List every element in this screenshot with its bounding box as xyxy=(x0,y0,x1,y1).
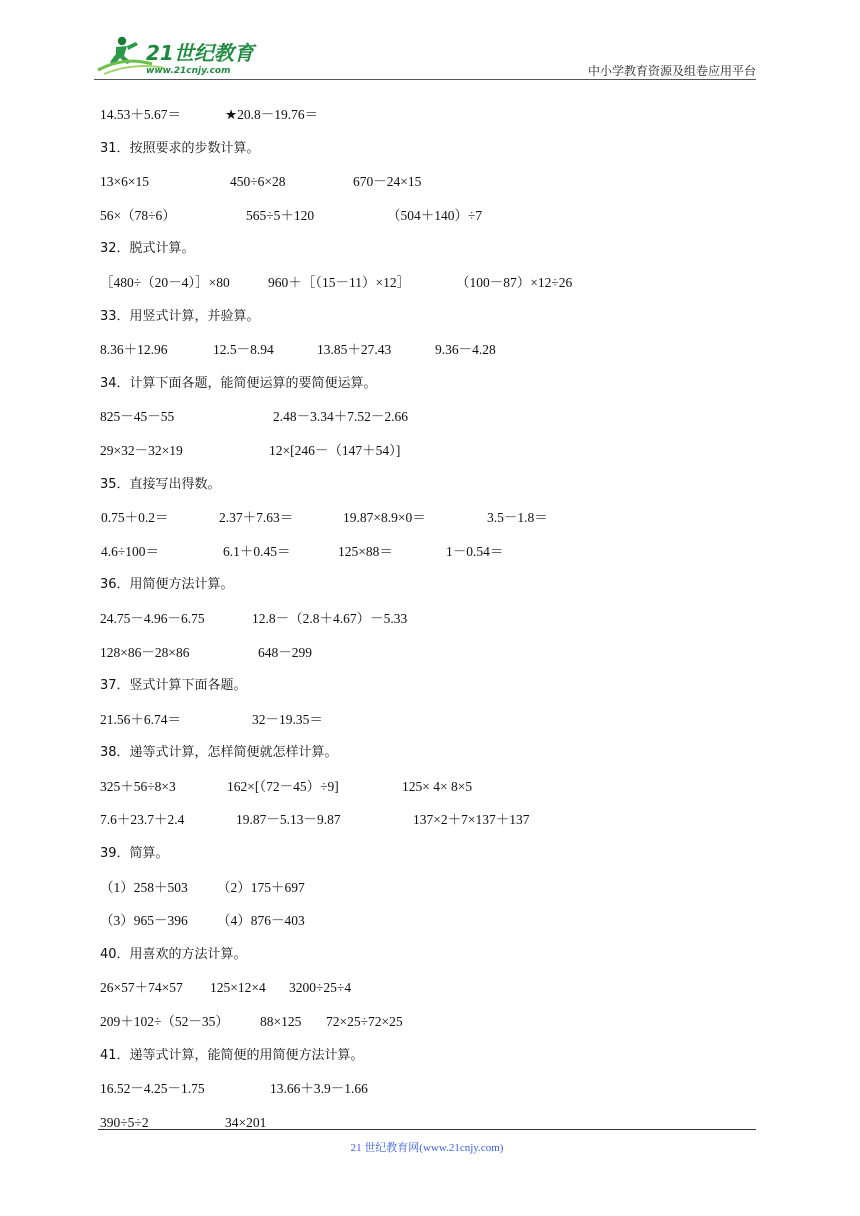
svg-text:21世纪教育: 21世纪教育 xyxy=(146,41,254,65)
expression: 19.87×8.9×0＝ xyxy=(343,510,426,526)
expression: 8.36＋12.96 xyxy=(100,342,168,358)
expression: 32－19.35＝ xyxy=(252,711,323,727)
expression: 125×12×4 xyxy=(210,980,266,996)
expression: 12×[246－（147＋54）] xyxy=(269,442,401,458)
expression: 0.75＋0.2＝ xyxy=(101,510,169,526)
expression: 125× 4× 8×5 xyxy=(402,778,473,794)
expression-row xyxy=(100,404,760,438)
expression: 450÷6×28 xyxy=(230,174,286,190)
expression-row xyxy=(100,270,760,304)
question-text: 38．递等式计算，怎样简便就怎样计算。 xyxy=(100,745,338,761)
expression-row xyxy=(100,640,760,674)
expression-row xyxy=(100,975,760,1009)
expression: 1－0.54＝ xyxy=(446,543,504,559)
footer-rule xyxy=(98,1129,756,1130)
expression: 960＋［（15－11）×12］ xyxy=(268,274,411,290)
question-text: 34．计算下面各题，能简便运算的要简便运算。 xyxy=(100,375,377,391)
expression: 2.48－3.34＋7.52－2.66 xyxy=(273,409,408,425)
question-heading xyxy=(100,136,760,170)
expression: 125×88＝ xyxy=(338,543,393,559)
question-heading xyxy=(100,841,760,875)
expression-row xyxy=(100,169,760,203)
expression-row xyxy=(100,337,760,371)
expression-row xyxy=(100,438,760,472)
expression-row xyxy=(100,606,760,640)
expression: 825－45－55 xyxy=(100,409,175,425)
expression: 16.52－4.25－1.75 xyxy=(100,1081,205,1097)
expression: 162×[（72－45）÷9] xyxy=(227,778,339,794)
expression: 648－299 xyxy=(258,644,312,660)
expression: 137×2＋7×137＋137 xyxy=(413,812,530,828)
expression: 29×32－32×19 xyxy=(100,442,183,458)
expression: 13.66＋3.9－1.66 xyxy=(270,1081,368,1097)
page-header xyxy=(94,34,756,80)
expression: 390÷5÷2 xyxy=(100,1114,149,1130)
expression: 24.75－4.96－6.75 xyxy=(100,610,205,626)
question-heading xyxy=(100,673,760,707)
expression: ★20.8－19.76＝ xyxy=(225,107,319,122)
expression: 12.5－8.94 xyxy=(213,342,274,358)
expression: 3200÷25÷4 xyxy=(289,980,352,996)
expression: 2.37＋7.63＝ xyxy=(219,510,294,526)
expression: 21.56＋6.74＝ xyxy=(100,711,181,727)
expression: 9.36－4.28 xyxy=(435,342,496,358)
expression: 34×201 xyxy=(225,1114,267,1130)
expression: 26×57＋74×57 xyxy=(100,980,183,996)
expression-row xyxy=(100,707,760,741)
expression: 19.87－5.13－9.87 xyxy=(236,812,341,828)
expression: 13.85＋27.43 xyxy=(317,342,392,358)
expression: 56×（78÷6） xyxy=(100,207,176,223)
question-text: 39．简算。 xyxy=(100,846,169,862)
site-logo xyxy=(94,34,264,78)
expression: 325＋56÷8×3 xyxy=(100,778,176,794)
question-text: 31．按照要求的步数计算。 xyxy=(100,140,260,156)
expression: （1）258＋503 xyxy=(100,879,188,895)
question-heading xyxy=(100,371,760,405)
question-heading xyxy=(100,1043,760,1077)
expression: 72×25÷72×25 xyxy=(326,1014,403,1030)
question-text: 41．递等式计算，能简便的用简便方法计算。 xyxy=(100,1047,364,1063)
expression-row xyxy=(100,539,760,573)
expression-row xyxy=(100,1076,760,1110)
question-text: 37．竖式计算下面各题。 xyxy=(100,678,247,694)
question-heading xyxy=(100,942,760,976)
expression: 209＋102÷（52－35） xyxy=(100,1014,229,1030)
expression: （100－87）×12÷26 xyxy=(456,274,573,290)
expression: ［480÷（20－4）］×80 xyxy=(100,274,230,290)
expression: （3）965－396 xyxy=(100,913,188,929)
header-rule xyxy=(94,79,756,80)
question-text: 33．用竖式计算，并验算。 xyxy=(100,308,260,324)
expression: 565÷5＋120 xyxy=(246,207,315,223)
expression-row xyxy=(100,807,760,841)
question-text: 36．用简便方法计算。 xyxy=(100,577,234,593)
expression-row xyxy=(100,505,760,539)
expression-row xyxy=(100,1009,760,1043)
page-footer xyxy=(98,1129,756,1155)
worksheet-content xyxy=(100,102,760,1143)
expression: （2）175＋697 xyxy=(217,879,305,895)
question-text: 35．直接写出得数。 xyxy=(100,476,221,492)
question-heading xyxy=(100,304,760,338)
expression: 4.6÷100＝ xyxy=(101,543,160,559)
expression: 128×86－28×86 xyxy=(100,644,190,660)
site-name: 中小学教育资源及组卷应用平台 xyxy=(587,64,756,78)
expression: 6.1＋0.45＝ xyxy=(223,543,291,559)
expression: 7.6＋23.7＋2.4 xyxy=(100,812,185,828)
expression-row xyxy=(100,908,760,942)
expression: 670－24×15 xyxy=(353,174,422,190)
question-heading xyxy=(100,472,760,506)
question-text: 32．脱式计算。 xyxy=(100,241,195,257)
expression: 14.53＋5.67＝ xyxy=(100,107,181,122)
expression: 3.5－1.8＝ xyxy=(487,510,548,526)
question-heading xyxy=(100,572,760,606)
expression: 12.8－（2.8＋4.67）－5.33 xyxy=(252,610,408,626)
question-heading xyxy=(100,740,760,774)
expression: 88×125 xyxy=(260,1014,302,1030)
expression: （504＋140）÷7 xyxy=(387,207,483,223)
question-text: 40．用喜欢的方法计算。 xyxy=(100,946,247,962)
expression-row xyxy=(100,203,760,237)
svg-text:www.21cnjy.com: www.21cnjy.com xyxy=(146,66,231,76)
expression: 13×6×15 xyxy=(100,174,149,190)
expression-row xyxy=(100,102,760,136)
footer-link[interactable]: 21 世纪教育网(www.21cnjy.com) xyxy=(350,1142,504,1154)
expression-row xyxy=(100,774,760,808)
expression: （4）876－403 xyxy=(217,913,305,929)
question-heading xyxy=(100,236,760,270)
expression-row xyxy=(100,875,760,909)
